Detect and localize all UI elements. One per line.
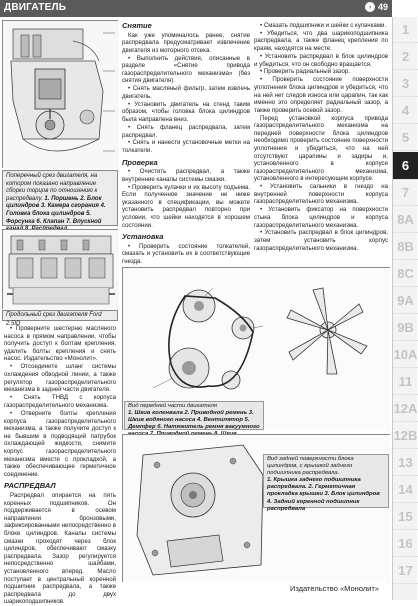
caption-intro: Поперечный срез двигателя, на котором показано направление сборки торцов по отношению к распредвалу. xyxy=(6,173,98,202)
chapter-tab[interactable]: 8B xyxy=(393,234,418,260)
page-number-group xyxy=(365,2,388,12)
right-paragraph: • Установить распредвал в блок цилиндров, затем установить корпус газораспределительного механизма. xyxy=(254,229,388,252)
removal-paragraph: • Снять масляный фильтр, затем извлечь двигатель. xyxy=(122,85,250,100)
right-column-text xyxy=(254,22,388,252)
caption-items: 1. Поршень 2. Блок цилиндров 3. Камера сгорания 4. Головка блока цилиндров 5. Форсунка 6. Клапан 7. Впускной xyxy=(6,195,106,225)
check-heading: Проверка xyxy=(122,157,158,167)
left-paragraph: Распредвал опирается на пять коренных подшипников. Он поддерживается в осевом направлении бронзовыми, зафиксированными непосредственно в блоке цилиндров. Каналы системы смазки проходят через блок цилиндров, обеспечивают смазку распредвала. Зазор регулируется непосредственно шайбами, установленного вперед. Масло поступает в центральный коренной подшипник распредвала, а также распредвала до двух шарикоподшипников. xyxy=(4,491,116,606)
figure-caption-longitudinal: Продольный срез двигателя Ford 2,5ID xyxy=(2,310,118,321)
removal-heading: Снятие xyxy=(122,21,152,30)
caption-items: 1. Шкив коленвала 2. Приводной ремень 3. Шкив водяного насоса 4. Вентилятор 5. Демпфер 6. Натяжитель ремня вакуумного xyxy=(128,410,260,430)
right-paragraph: • Установить распредвал в блок цилиндров и убедиться, что он свободно вращается. xyxy=(254,52,388,68)
caption-intro: Вид передней части двигателя xyxy=(128,403,218,409)
figure-caption-rear xyxy=(263,454,389,512)
chapter-tab[interactable]: 17 xyxy=(393,558,418,584)
chapter-tab[interactable]: 4 xyxy=(393,98,418,124)
chapter-tab[interactable]: 12A xyxy=(393,396,418,422)
chapter-tab[interactable]: 2 xyxy=(393,44,418,70)
removal-paragraph: • Снять и нанести установочные метки на толкатели. xyxy=(122,139,250,154)
chapter-tab[interactable]: 8C xyxy=(393,261,418,287)
figure-caption-front xyxy=(124,401,264,430)
camshaft-section-heading: РАСПРЕДВАЛ xyxy=(4,481,56,491)
chapter-tab[interactable]: 11 xyxy=(393,369,418,395)
chapter-tab[interactable]: 3 xyxy=(393,71,418,97)
publisher-footer: Издательство «Монолит» xyxy=(290,584,379,593)
left-column-text xyxy=(4,325,116,606)
install-paragraph: • Проверить состояние толкателей, смазать и установить их в соответствующие гнезда. xyxy=(122,242,250,265)
chapter-tabs xyxy=(392,17,417,600)
right-paragraph: Перед установкой корпуса привода газораспределительного механизма на передней поверхности блока цилиндров необходимо проверить состояние поверхности уплотнения и убедиться, что на ней отсутствуют царапины и задиры и, установленного в корпусе газораспределительного механизма, установленного в интересующем корпусе. xyxy=(254,114,388,183)
section-title: ДВИГАТЕЛЬ xyxy=(4,2,67,13)
install-heading: Установка xyxy=(122,232,164,242)
chapter-tab[interactable]: 8A xyxy=(393,207,418,233)
page-number: 49 xyxy=(377,2,388,12)
chapter-tab[interactable]: 16 xyxy=(393,531,418,557)
chapter-tab[interactable]: 9A xyxy=(393,288,418,314)
chapter-tab[interactable]: 12B xyxy=(393,423,418,449)
chapter-tab[interactable]: 15 xyxy=(393,504,418,530)
removal-paragraph: Как уже упоминалось ранее, снятие распредвала предусматривает извлечение двигателя из моторного отсека. xyxy=(122,31,250,54)
caption-intro: Вид задней поверхности блока цилиндров, с крышкой заднего подшипника распредвала. xyxy=(267,456,354,477)
right-paragraph: • Установить фиксатор на поверхности стыка блока цилиндров и корпуса газораспределительного механизма. xyxy=(254,206,388,229)
left-paragraph: • Отсоедините шланг системы охлаждения обводной линии, а также регулятор газораспределительного механизма в задней части двигателя. xyxy=(4,363,116,394)
right-paragraph: • Проверить радиальный зазор. xyxy=(260,68,351,76)
left-paragraph: • Проверните шестерню масляного насоса в прямом направлении, чтобы получить доступ к болтам крепления, удалить болты крепления и снять насос. Издательство «Монолит». xyxy=(4,325,116,363)
page-header xyxy=(0,0,392,17)
removal-paragraph: • Снять фланец распредвала, затем распредвал. xyxy=(122,123,250,139)
engine-longitudinal-figure xyxy=(2,229,118,309)
arrow-right-icon: › xyxy=(365,2,375,12)
check-paragraph: • Проверить кулачки и их высоту подъема. Если полученное значение не ниже указанного в спецификации, вы можете установить распредвал повторно при условии, что шейки находятся в хорошем состоянии. xyxy=(122,183,250,229)
right-paragraph: • Проверить состояние поверхности уплотнения блока цилиндров и убедиться, что на ней нет следов износа или царапин, так как именно это определяет радиальный зазор, а также проверить осевой зазор. xyxy=(254,76,388,114)
removal-paragraph: • Установить двигатель на стенд таким образом, чтобы головка блока цилиндров была направлена вниз. xyxy=(122,100,250,124)
chapter-tab[interactable]: 14 xyxy=(393,477,418,503)
figure-caption-cross-section xyxy=(2,170,118,226)
chapter-tab[interactable]: 5 xyxy=(393,125,418,151)
left-paragraph: • Отверните болты крепления корпуса газораспределительного механизма, а также получите доступ к не бывшим в подводящий патрубок охлаждающей жидкости, снимите корпус газораспределительного механизма вместе с прокладкой, а также обеспечивающее герметичное соединение. xyxy=(4,410,116,478)
right-paragraph: • Смазать подшипники и шейки с кулачками. xyxy=(260,22,387,29)
middle-column-text xyxy=(122,22,250,266)
chapter-tab[interactable]: 7 xyxy=(393,180,418,206)
chapter-tab[interactable]: 10A xyxy=(393,342,418,368)
chapter-tab[interactable]: 6 xyxy=(393,152,418,180)
caption-items: 1. Крышка заднего подшипника распредвала. 2. Герметичная прокладка крышки 3. Блок цилиндров 4. Задний коренной подшипник распредвала xyxy=(267,477,380,512)
chapter-tab[interactable]: 9B xyxy=(393,315,418,341)
check-paragraph: • Очистить распредвал, а также внутренние каналы системы смазки. xyxy=(122,168,250,183)
chapter-tab[interactable]: 1 xyxy=(393,17,418,43)
right-paragraph: • Убедиться, что два шарикоподшипника распредвала, а также фланец крепления по краям, находятся на месте. xyxy=(254,29,388,53)
engine-cross-section-figure xyxy=(2,20,118,168)
right-paragraph: • Установить сальники в гнездо на внутренней поверхности корпуса газораспределительного механизма. xyxy=(254,183,388,206)
removal-paragraph: • Выполнить действия, описанные в разделе «Снятие привода газораспределительного механизма» (без снятия двигателя). xyxy=(122,54,250,85)
chapter-tab[interactable]: 13 xyxy=(393,450,418,476)
left-paragraph: • Снять ТНВД с корпуса газораспределительного механизма. xyxy=(4,394,116,409)
